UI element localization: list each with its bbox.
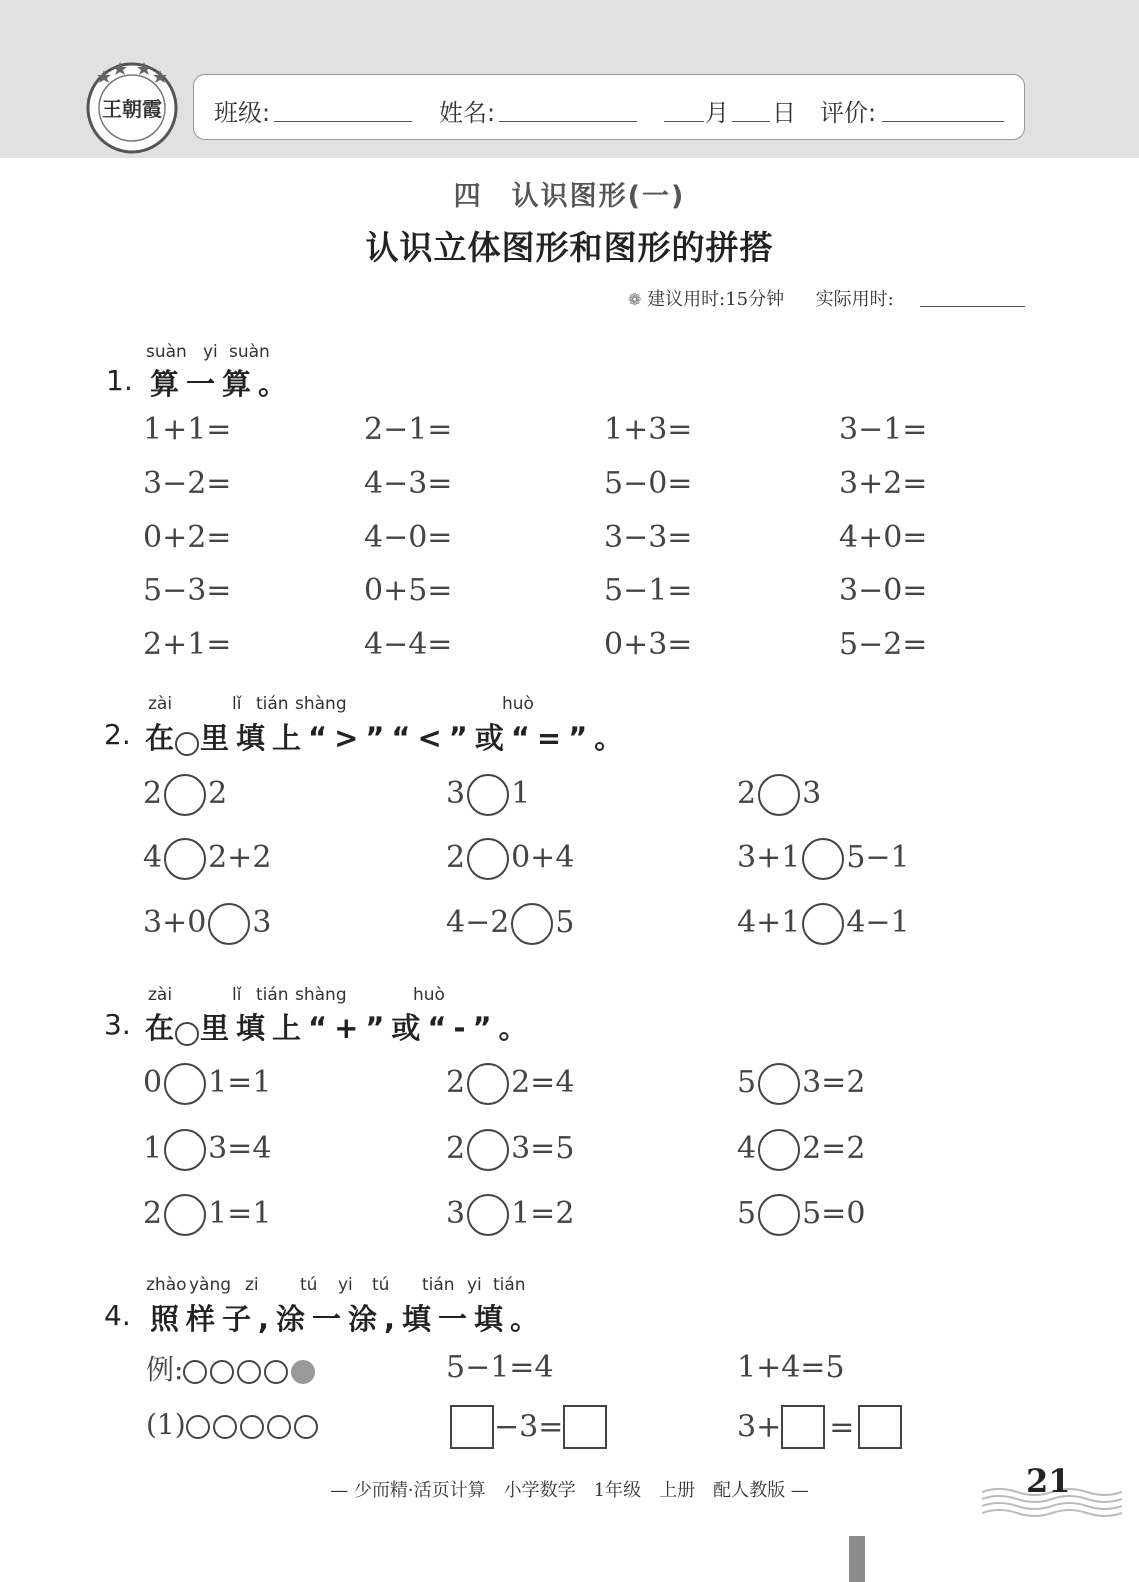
answer-circle[interactable] xyxy=(164,1063,206,1105)
left-operand: 1 xyxy=(143,1131,163,1166)
q3-item xyxy=(143,1125,271,1173)
left-operand: 5 xyxy=(737,1196,757,1231)
q4-pinyin-5: yi xyxy=(338,1275,353,1295)
q4-instruction: 照样子,涂一涂,填一填。 xyxy=(150,1302,547,1336)
q3-item xyxy=(446,1125,574,1173)
paintable-circle[interactable] xyxy=(186,1415,210,1439)
q3-item xyxy=(143,1059,271,1107)
q1-instruction: 算一算。 xyxy=(150,367,295,401)
q3-item xyxy=(737,1059,865,1107)
q4-pinyin-3: zi xyxy=(245,1275,259,1295)
right-operand: 3 xyxy=(802,776,822,811)
q1-eq: 3−3= xyxy=(604,520,693,555)
right-part: 3=2 xyxy=(802,1065,866,1100)
example-equation-1: 5−1=4 xyxy=(446,1350,554,1385)
unit-title: 四 认识图形(一) xyxy=(453,181,686,212)
q1-pinyin-1: suàn xyxy=(146,342,187,362)
q3-pinyin-5: huò xyxy=(413,985,445,1005)
q1-eq: 3−1= xyxy=(839,412,928,447)
q1-eq: 4+0= xyxy=(839,520,928,555)
left-operand: 3 xyxy=(446,1196,466,1231)
circle-icon xyxy=(237,1360,261,1384)
q3-text-a: 在 xyxy=(145,1011,175,1045)
q2-item xyxy=(446,899,574,947)
q4-pinyin-1: zhào xyxy=(146,1275,187,1295)
answer-circle[interactable] xyxy=(467,1194,509,1236)
q1-eq: 2−1= xyxy=(364,412,453,447)
right-part: 2=2 xyxy=(802,1131,866,1166)
q2-pinyin-4: shàng xyxy=(295,694,347,714)
q2-item xyxy=(143,770,227,818)
q1-eq: 1+3= xyxy=(604,412,693,447)
q3-item xyxy=(143,1190,271,1238)
q3-item xyxy=(737,1190,865,1238)
answer-box[interactable] xyxy=(781,1405,825,1449)
answer-circle[interactable] xyxy=(208,903,250,945)
actual-time-label: 实际用时: xyxy=(815,289,894,310)
left-operand: 3+1 xyxy=(737,840,801,875)
q2-pinyin-3: tián xyxy=(256,694,289,714)
answer-box[interactable] xyxy=(858,1405,902,1449)
example-equation-2: 1+4=5 xyxy=(737,1350,845,1385)
q4-pinyin-8: yi xyxy=(467,1275,482,1295)
binding-tab xyxy=(849,1536,865,1582)
q1-eq: 0+3= xyxy=(604,627,693,662)
answer-circle[interactable] xyxy=(467,1063,509,1105)
q1-eq: 0+2= xyxy=(143,520,232,555)
q4-pinyin-6: tú xyxy=(372,1275,390,1295)
q3-instruction xyxy=(145,1006,535,1047)
q2-item xyxy=(446,770,530,818)
q2-text-a: 在 xyxy=(145,721,175,755)
right-operand: 4−1 xyxy=(846,905,910,940)
q1-eq: 5−1= xyxy=(604,573,693,608)
q3-item xyxy=(446,1190,574,1238)
publisher-logo xyxy=(84,56,180,156)
answer-circle[interactable] xyxy=(467,774,509,816)
filled-circle-icon xyxy=(291,1360,315,1384)
actual-time-field[interactable] xyxy=(920,306,1025,307)
q1-eq: 5−3= xyxy=(143,573,232,608)
equation-text: 3+ xyxy=(737,1409,782,1445)
footer-text: — 少而精·活页计算 小学数学 1年级 上册 配人教版 — xyxy=(330,1480,809,1501)
right-part: 3=5 xyxy=(511,1131,575,1166)
left-operand: 0 xyxy=(143,1065,163,1100)
month-label: 月 xyxy=(705,99,729,127)
q1-eq: 5−0= xyxy=(604,466,693,501)
q2-number: 2. xyxy=(104,718,131,751)
q1-eq: 2+1= xyxy=(143,627,232,662)
right-operand: 5−1 xyxy=(846,840,910,875)
right-operand: 5 xyxy=(555,905,575,940)
answer-circle[interactable] xyxy=(467,1129,509,1171)
q2-instruction xyxy=(145,716,630,757)
q1-eq: 3−2= xyxy=(143,466,232,501)
lesson-title: 认识立体图形和图形的拼搭 xyxy=(365,228,774,267)
answer-circle[interactable] xyxy=(164,774,206,816)
left-operand: 2 xyxy=(446,840,466,875)
q1-eq: 4−0= xyxy=(364,520,453,555)
left-operand: 4+1 xyxy=(737,905,801,940)
q2-text-b: 里填上“>”“<”或“=”。 xyxy=(200,721,631,755)
q3-pinyin-1: zài xyxy=(148,985,173,1005)
right-operand: 2 xyxy=(208,776,228,811)
day-label: 日 xyxy=(772,99,796,127)
q1-eq: 4−3= xyxy=(364,466,453,501)
right-part: 1=1 xyxy=(208,1065,272,1100)
circle-icon xyxy=(210,1360,234,1384)
eval-label: 评价: xyxy=(820,99,877,127)
example-row xyxy=(146,1348,318,1388)
class-label: 班级: xyxy=(214,99,271,127)
answer-circle[interactable] xyxy=(164,1129,206,1171)
left-operand: 2 xyxy=(737,776,757,811)
left-operand: 4 xyxy=(737,1131,757,1166)
suggested-time: 建议用时:15分钟 xyxy=(647,289,785,310)
q1-number: 1. xyxy=(106,364,133,397)
q2-item xyxy=(737,899,910,947)
left-operand: 2 xyxy=(143,1196,163,1231)
class-field[interactable] xyxy=(274,121,412,122)
q3-number: 3. xyxy=(104,1008,131,1041)
q1-pinyin-3: suàn xyxy=(229,342,270,362)
q2-item xyxy=(737,834,910,882)
answer-circle[interactable] xyxy=(164,1194,206,1236)
paintable-circle[interactable] xyxy=(240,1415,264,1439)
month-field[interactable] xyxy=(664,121,704,122)
item1-row xyxy=(146,1408,321,1441)
left-operand: 4 xyxy=(143,840,163,875)
item1-equation-2 xyxy=(737,1405,902,1449)
q2-item xyxy=(143,899,271,947)
left-operand: 2 xyxy=(143,776,163,811)
right-operand: 2+2 xyxy=(208,840,272,875)
q1-eq: 5−2= xyxy=(839,627,928,662)
q3-item xyxy=(737,1125,865,1173)
q1-eq: 3−0= xyxy=(839,573,928,608)
eval-field[interactable] xyxy=(882,121,1004,122)
paintable-circle[interactable] xyxy=(294,1415,318,1439)
answer-circle[interactable] xyxy=(164,838,206,880)
answer-box[interactable] xyxy=(450,1405,494,1449)
answer-circle[interactable] xyxy=(758,1063,800,1105)
answer-circle[interactable] xyxy=(467,838,509,880)
q1-eq: 1+1= xyxy=(143,412,232,447)
q4-pinyin-2: yàng xyxy=(189,1275,232,1295)
timer-icon: ❁ xyxy=(628,290,642,309)
q3-item xyxy=(446,1059,574,1107)
right-part: 1=2 xyxy=(511,1196,575,1231)
q1-eq: 0+5= xyxy=(364,573,453,608)
left-operand: 3 xyxy=(446,776,466,811)
equation-text: −3= xyxy=(494,1409,564,1445)
q4-pinyin-9: tián xyxy=(493,1275,526,1295)
answer-circle[interactable] xyxy=(802,903,844,945)
paintable-circle[interactable] xyxy=(213,1415,237,1439)
item1-label: (1) xyxy=(146,1408,186,1441)
left-operand: 5 xyxy=(737,1065,757,1100)
q3-pinyin-3: tián xyxy=(256,985,289,1005)
circle-icon xyxy=(264,1360,288,1384)
left-operand: 3+0 xyxy=(143,905,207,940)
q4-pinyin-4: tú xyxy=(300,1275,318,1295)
circle-icon xyxy=(175,732,199,756)
q2-item xyxy=(143,834,271,882)
answer-circle[interactable] xyxy=(758,1129,800,1171)
q1-pinyin-2: yi xyxy=(203,342,218,362)
circle-icon xyxy=(175,1022,199,1046)
left-operand: 2 xyxy=(446,1065,466,1100)
page-number: 21 xyxy=(1026,1462,1071,1500)
q3-pinyin-2: lǐ xyxy=(232,985,242,1005)
circle-icon xyxy=(183,1360,207,1384)
name-label: 姓名: xyxy=(439,99,496,127)
right-operand: 1 xyxy=(511,776,531,811)
name-field[interactable] xyxy=(499,121,637,122)
q3-pinyin-4: shàng xyxy=(295,985,347,1005)
q2-item xyxy=(737,770,821,818)
example-label: 例: xyxy=(146,1353,184,1386)
q1-eq: 4−4= xyxy=(364,627,453,662)
q2-pinyin-2: lǐ xyxy=(232,694,242,714)
left-operand: 4−2 xyxy=(446,905,510,940)
right-operand: 3 xyxy=(252,905,272,940)
q2-pinyin-5: huò xyxy=(502,694,534,714)
student-info-box xyxy=(193,74,1025,140)
q2-item xyxy=(446,834,574,882)
answer-circle[interactable] xyxy=(802,838,844,880)
q4-pinyin-7: tián xyxy=(422,1275,455,1295)
equals-sign: = xyxy=(829,1409,855,1445)
day-field[interactable] xyxy=(732,121,770,122)
answer-circle[interactable] xyxy=(758,1194,800,1236)
q1-eq: 3+2= xyxy=(839,466,928,501)
left-operand: 2 xyxy=(446,1131,466,1166)
right-part: 2=4 xyxy=(511,1065,575,1100)
item1-equation-1 xyxy=(450,1405,607,1449)
q2-pinyin-1: zài xyxy=(148,694,173,714)
logo-text: 王朝霞 xyxy=(102,97,162,121)
answer-box[interactable] xyxy=(563,1405,607,1449)
paintable-circle[interactable] xyxy=(267,1415,291,1439)
right-operand: 0+4 xyxy=(511,840,575,875)
q3-text-b: 里填上“+”或“-”。 xyxy=(200,1011,535,1045)
answer-circle[interactable] xyxy=(511,903,553,945)
q4-number: 4. xyxy=(104,1299,131,1332)
time-bar xyxy=(628,285,894,311)
right-part: 1=1 xyxy=(208,1196,272,1231)
right-part: 3=4 xyxy=(208,1131,272,1166)
right-part: 5=0 xyxy=(802,1196,866,1231)
answer-circle[interactable] xyxy=(758,774,800,816)
